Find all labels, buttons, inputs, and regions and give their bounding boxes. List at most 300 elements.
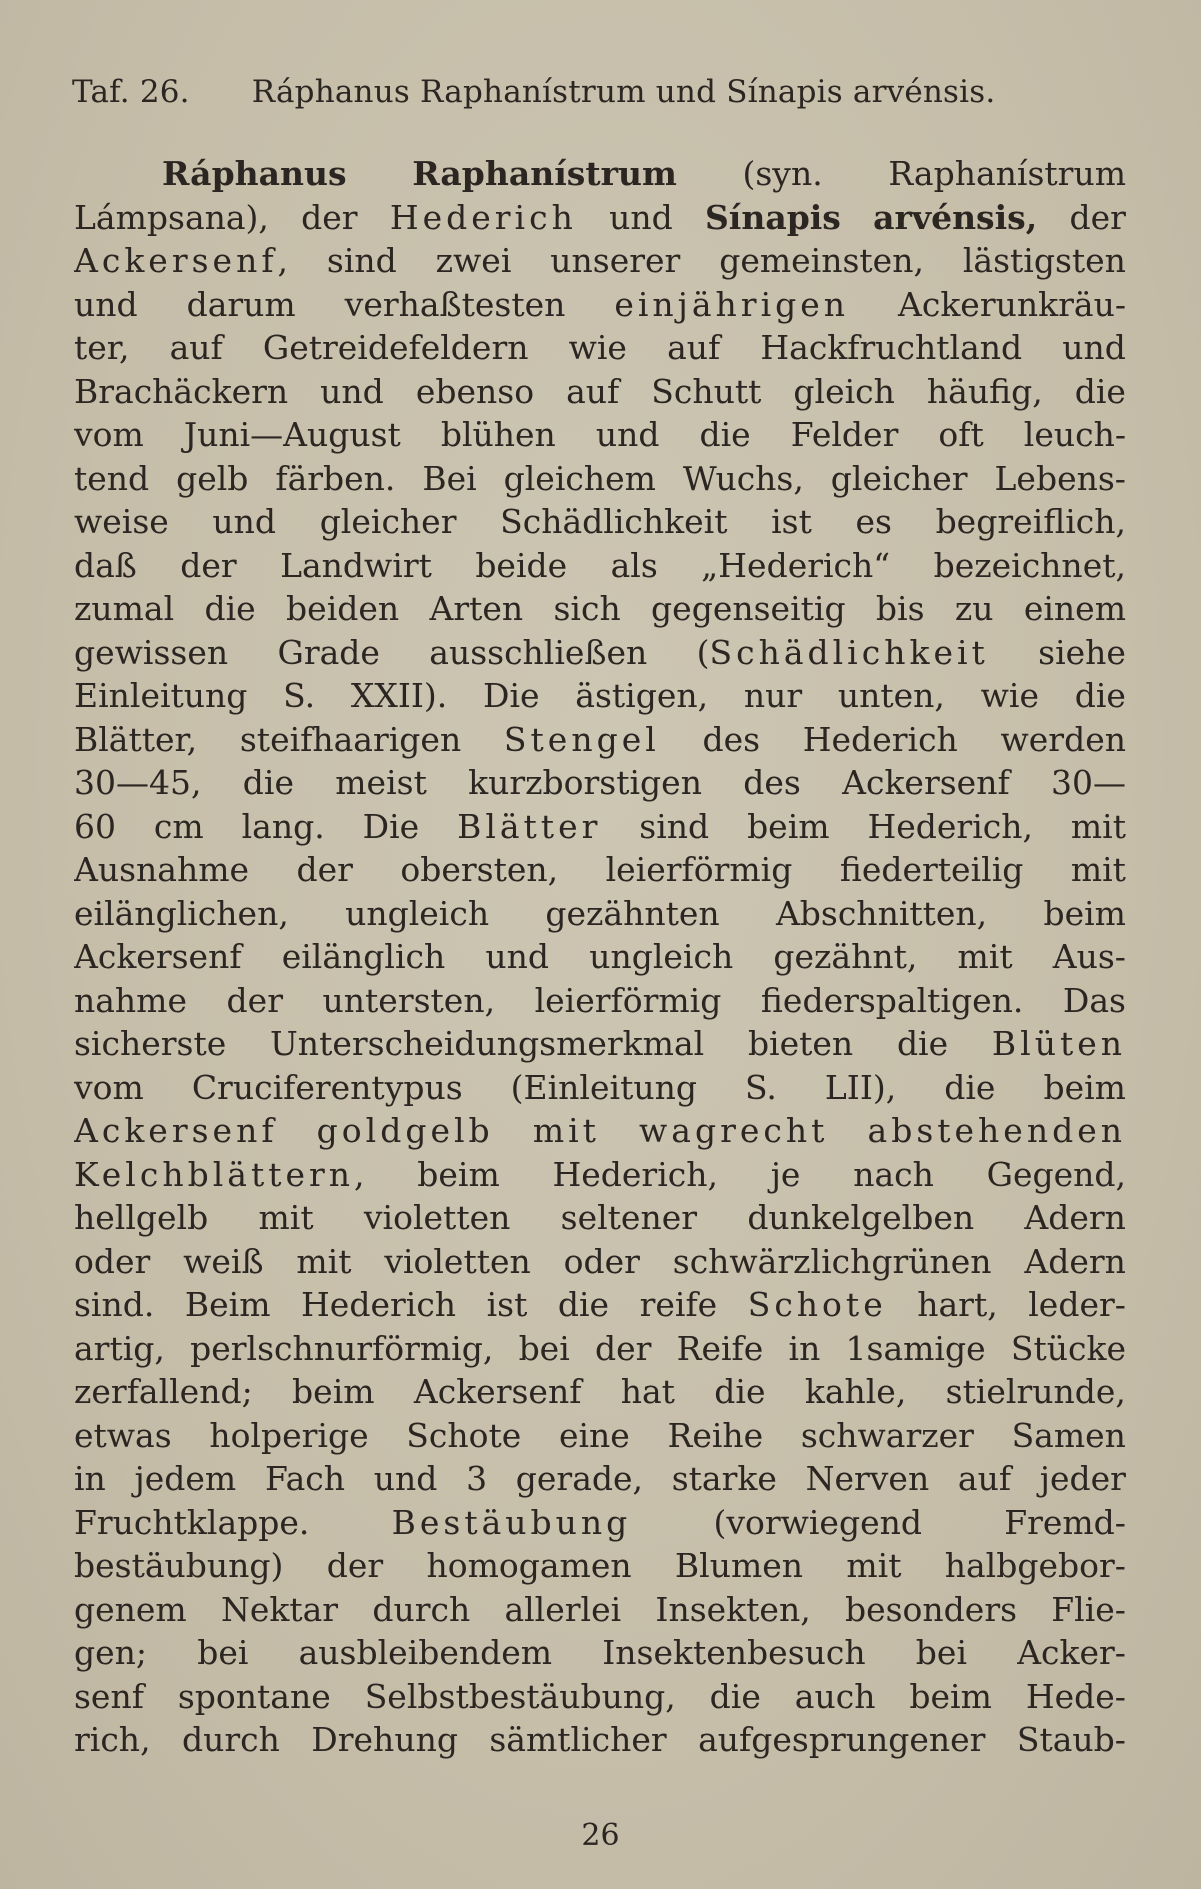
word-part: kurzborstigen (468, 763, 702, 802)
text-line (74, 457, 1126, 501)
word (867, 805, 1033, 849)
header-title: Ráphanus Raphanístrum und Sínapis arvénsis. (251, 74, 996, 110)
word-part: allerlei (504, 1589, 622, 1629)
word-part: in (788, 1328, 821, 1368)
word-part: gerade, (515, 1459, 644, 1498)
word-part: des (743, 763, 801, 802)
word-part: Arten (429, 589, 524, 628)
word-part: bezeichnet, (933, 545, 1126, 585)
text-line (74, 326, 1126, 370)
word (74, 239, 288, 283)
word (221, 1588, 338, 1632)
word (485, 935, 549, 979)
word (197, 1631, 248, 1675)
word (995, 457, 1126, 501)
word (205, 587, 256, 631)
word (345, 283, 566, 327)
text-line (74, 1022, 1126, 1066)
word (614, 283, 849, 327)
word-part: hat (620, 1372, 675, 1411)
word-part: ungleich (345, 893, 490, 933)
word-part: der (594, 1328, 652, 1368)
word-part: starke (671, 1459, 777, 1498)
word (1040, 1457, 1126, 1501)
word-part: Acker- (1017, 1633, 1126, 1672)
word-part: eilänglich (281, 937, 446, 976)
word-part: wie (980, 676, 1039, 715)
word (351, 674, 447, 718)
spaced-term: Ackersenf (74, 241, 278, 280)
word (489, 1718, 666, 1762)
word (743, 761, 801, 805)
word (74, 979, 187, 1023)
word (227, 979, 283, 1023)
text-line (74, 1240, 1126, 1284)
word (771, 500, 812, 544)
word (1001, 718, 1126, 762)
word (74, 544, 137, 588)
word (178, 1675, 331, 1719)
word-part: Blumen (674, 1546, 804, 1585)
word-part: (Einleitung (510, 1067, 697, 1107)
word-part: nach (853, 1154, 934, 1194)
word-part: Hederich, (552, 1154, 718, 1194)
word-part: vom (74, 415, 144, 454)
word (795, 1675, 876, 1719)
word (170, 326, 223, 370)
word (675, 1544, 803, 1588)
word-part: gleich (793, 371, 895, 411)
word (392, 1501, 632, 1545)
word (916, 1631, 967, 1675)
word-part: gleicher (830, 458, 968, 498)
word-part: ebenso (415, 371, 535, 411)
word (743, 152, 823, 196)
word (430, 587, 524, 631)
spaced-term: abstehenden (867, 1111, 1126, 1150)
word-part: begreiflich, (935, 502, 1126, 541)
word (283, 674, 315, 718)
word (242, 805, 325, 849)
word (793, 370, 895, 414)
word-part: rich, (74, 1720, 151, 1759)
word (466, 1457, 487, 1501)
text-line (74, 892, 1126, 936)
word (74, 1675, 144, 1719)
word-part: und (212, 502, 277, 541)
text-line (74, 1544, 1126, 1588)
word (855, 500, 891, 544)
word (640, 1283, 718, 1327)
spaced-term: mit (532, 1111, 600, 1150)
word-part: der (296, 850, 353, 889)
word-part: fiederteilig (839, 850, 1024, 889)
word-part: Abschnitten, (775, 893, 988, 933)
word-part: gleicher (319, 502, 457, 541)
word-part: 60 (74, 806, 116, 846)
word-part: ist (486, 1285, 528, 1324)
word-part: hellgelb (74, 1198, 209, 1237)
word (700, 413, 751, 457)
word-part: die (709, 1676, 761, 1716)
word-part: und (485, 937, 550, 976)
word (888, 152, 1126, 196)
text-line (74, 1327, 1126, 1371)
word-part: Hederich (802, 719, 958, 759)
word-part: Nektar (220, 1589, 339, 1629)
word (135, 1457, 237, 1501)
word (672, 1457, 777, 1501)
word-part: eilänglichen, (74, 893, 289, 933)
word-part: untersten, (322, 980, 496, 1020)
word-part: der (301, 197, 358, 237)
word (187, 283, 296, 327)
word-part: S. (283, 676, 316, 715)
word-part: Insektenbesuch (602, 1633, 866, 1672)
word-part: gewissen (74, 632, 229, 672)
word-part: holperige (209, 1415, 369, 1455)
word (801, 1414, 974, 1458)
word (511, 1066, 697, 1110)
word-part: Ackersenf (842, 763, 1010, 802)
word (74, 848, 249, 892)
word-part: seltener (560, 1198, 698, 1237)
word (320, 370, 384, 414)
word-part: gleichem (503, 458, 656, 498)
word-part: durch (181, 1720, 280, 1759)
word-part: leierförmig (534, 980, 722, 1020)
plate-number: Taf. 26. (72, 74, 190, 110)
word (552, 1153, 718, 1197)
word-part: es (855, 502, 892, 541)
word (558, 1283, 609, 1327)
word (744, 674, 802, 718)
spaced-term: Kelchblättern (74, 1154, 355, 1194)
word (1038, 631, 1126, 675)
word-part: Lebens- (994, 458, 1126, 498)
word-part: dunkelgelben (747, 1198, 975, 1237)
word-part: vom (74, 1067, 144, 1107)
word (504, 1588, 621, 1632)
word-part: der (180, 545, 237, 585)
word (1071, 805, 1126, 849)
word-part: Adern (1024, 1198, 1126, 1237)
text-line (74, 1283, 1126, 1327)
word (917, 1283, 997, 1327)
word (938, 413, 983, 457)
word (831, 457, 968, 501)
word-part: Insekten, (655, 1589, 811, 1629)
word-part: Staub- (1016, 1720, 1126, 1759)
word-part: etwas (74, 1415, 172, 1455)
text-line (74, 413, 1126, 457)
word-part: Blätter, (74, 719, 198, 759)
word (184, 413, 401, 457)
word-part: verhaßtesten (344, 284, 566, 324)
word (1043, 892, 1126, 936)
word (697, 631, 989, 675)
word (365, 1675, 676, 1719)
word (286, 587, 399, 631)
word-part: Schädlichkeit (500, 502, 728, 541)
word-part: XXII). (350, 676, 448, 715)
word (606, 848, 793, 892)
word (190, 1327, 493, 1371)
word-part: senf (74, 1676, 144, 1716)
word (761, 979, 1023, 1023)
word-part: beiden (286, 589, 400, 628)
word-part: sicherste (74, 1024, 227, 1063)
word-part: nur (743, 676, 803, 715)
word (944, 1066, 995, 1110)
text-line (74, 935, 1126, 979)
word-part: Reihe (667, 1415, 764, 1455)
word (838, 674, 945, 718)
word-part: siehe (1038, 632, 1126, 672)
word (243, 761, 294, 805)
word-part: violetten (384, 1241, 531, 1281)
word (992, 1022, 1126, 1066)
word-part: auf (566, 371, 620, 411)
word-part: aufgesprungener (698, 1720, 986, 1759)
word-part: S. (744, 1067, 777, 1107)
word (651, 587, 846, 631)
text-line (74, 979, 1126, 1023)
word (564, 1240, 640, 1284)
word (320, 500, 457, 544)
word (771, 1153, 801, 1197)
word-part: schwarzer (800, 1415, 974, 1455)
word (719, 239, 924, 283)
word-part: Fremd- (1004, 1502, 1126, 1542)
word-part: hart, (917, 1285, 998, 1324)
text-line (74, 848, 1126, 892)
word (1024, 1196, 1126, 1240)
word-part: Fach (264, 1459, 346, 1498)
word-part: sind (326, 241, 397, 280)
word-part: LII), (824, 1067, 897, 1107)
word (192, 1066, 463, 1110)
word-part: beim (747, 806, 830, 846)
word-part: färben. (275, 458, 396, 498)
word-part: Drehung (311, 1720, 458, 1759)
word (845, 1588, 1017, 1632)
word (74, 1327, 165, 1371)
text-line (74, 1153, 1126, 1197)
word (483, 674, 540, 718)
word (500, 500, 727, 544)
word-part: wie (568, 328, 627, 367)
word-part: beim (417, 1154, 500, 1194)
word (1071, 848, 1126, 892)
word-part: gemeinsten, (719, 241, 924, 280)
word (301, 1283, 456, 1327)
text-line (74, 544, 1126, 588)
text-line (74, 674, 1126, 718)
bold-term: Raphanístrum (412, 154, 677, 193)
word (1028, 1283, 1126, 1327)
word (412, 152, 677, 196)
word (345, 892, 489, 936)
word (74, 805, 116, 849)
word (667, 326, 720, 370)
word (74, 370, 288, 414)
word (400, 848, 558, 892)
word (611, 544, 658, 588)
word (74, 1718, 151, 1762)
word (457, 805, 601, 849)
word (364, 1196, 510, 1240)
word (934, 544, 1126, 588)
word (176, 457, 248, 501)
word (667, 1414, 763, 1458)
word (677, 1327, 764, 1371)
word (372, 1588, 470, 1632)
word (270, 1022, 704, 1066)
spaced-term: einjährigen (614, 284, 850, 324)
word-part: ästigen, (575, 676, 709, 715)
word-part: 30— (1050, 763, 1126, 802)
word (981, 674, 1039, 718)
word-part: weiß (183, 1241, 264, 1281)
word (74, 1414, 172, 1458)
word (292, 1370, 375, 1414)
word-part: jeder (1039, 1459, 1126, 1498)
text-line (74, 1501, 1126, 1545)
word-part: der (226, 980, 283, 1020)
word (1051, 761, 1126, 805)
word (760, 326, 1022, 370)
word (74, 587, 174, 631)
text-line (74, 1718, 1126, 1762)
text-line (74, 1675, 1126, 1719)
word-part: Ackerunkräu- (898, 284, 1126, 324)
word (265, 1457, 345, 1501)
word (805, 1370, 907, 1414)
text-line (74, 370, 1126, 414)
word-part: der (326, 1546, 384, 1585)
word (74, 1240, 150, 1284)
word (74, 196, 269, 240)
word (575, 674, 708, 718)
word-part: mit (846, 1546, 902, 1585)
word-part: die (1074, 371, 1126, 411)
word-part: Landwirt (280, 545, 432, 585)
word (1051, 1588, 1126, 1632)
text-line (74, 631, 1126, 675)
word-part: 3 (466, 1459, 488, 1498)
word (898, 283, 1126, 327)
word (651, 370, 761, 414)
text-line (74, 239, 1126, 283)
word-part: werden (1000, 719, 1126, 759)
word (639, 805, 709, 849)
word-part: ( (696, 632, 710, 672)
word (263, 326, 529, 370)
word (963, 239, 1126, 283)
word-part: beim (909, 1676, 992, 1716)
word-part: Juni—August (183, 415, 401, 454)
text-line (74, 196, 1126, 240)
word-part: und (1062, 328, 1126, 367)
word-part: artig, (74, 1328, 165, 1368)
word (595, 1327, 651, 1371)
word-part: je (770, 1154, 801, 1194)
word (710, 1675, 761, 1719)
word (566, 370, 619, 414)
word-part: „Hederich“ (701, 545, 891, 585)
word (162, 152, 347, 196)
word-part: , (354, 1154, 365, 1194)
word (876, 587, 925, 631)
word-part: lang. (241, 806, 325, 846)
word-part: sämtlicher (489, 1720, 667, 1759)
word-part: Selbstbestäubung, (364, 1676, 676, 1716)
word (74, 413, 144, 457)
word (846, 1327, 986, 1371)
word-part: daß (74, 545, 137, 585)
bold-term: arvénsis, (873, 197, 1038, 237)
word (946, 1370, 1126, 1414)
word (1026, 1675, 1126, 1719)
word-part: die (557, 1285, 610, 1324)
word-part: perlschnurförmig, (190, 1328, 494, 1368)
text-line (74, 500, 1126, 544)
word-part: cm (153, 806, 204, 846)
word-part: Schutt (651, 371, 762, 411)
spaced-term: wagrecht (639, 1111, 829, 1150)
word (426, 1544, 631, 1588)
word (259, 1196, 314, 1240)
word (74, 892, 289, 936)
spaced-term: Ackersenf (74, 1111, 278, 1150)
word (436, 239, 512, 283)
word (673, 1240, 992, 1284)
word (406, 1414, 521, 1458)
word-part: mit (957, 937, 1013, 976)
word (747, 1196, 974, 1240)
word-part: auf (957, 1459, 1012, 1498)
word-part: beim (1043, 1067, 1126, 1107)
word (1062, 326, 1126, 370)
word-part: die (896, 1024, 949, 1063)
word (74, 1631, 147, 1675)
word (987, 1153, 1126, 1197)
word (74, 1196, 208, 1240)
word-part: die (204, 589, 256, 628)
word (74, 1588, 187, 1632)
word (773, 935, 917, 979)
word (596, 413, 660, 457)
word-part: auf (667, 328, 721, 367)
word-part: in (74, 1459, 106, 1498)
word-part: Nerven (805, 1459, 930, 1498)
word (655, 1588, 810, 1632)
word-part: nahme (74, 980, 188, 1020)
word-part: genem (74, 1589, 187, 1629)
word-part: des (702, 719, 761, 759)
word (212, 500, 276, 544)
word-part: die (944, 1067, 996, 1107)
word-part: Stücke (1010, 1328, 1126, 1368)
word (553, 587, 620, 631)
word (74, 1283, 154, 1327)
text-line (74, 1588, 1126, 1632)
word-part: leder- (1028, 1285, 1126, 1324)
word (1069, 196, 1125, 240)
word-part: steifhaarigen (239, 719, 462, 759)
word (745, 1066, 777, 1110)
